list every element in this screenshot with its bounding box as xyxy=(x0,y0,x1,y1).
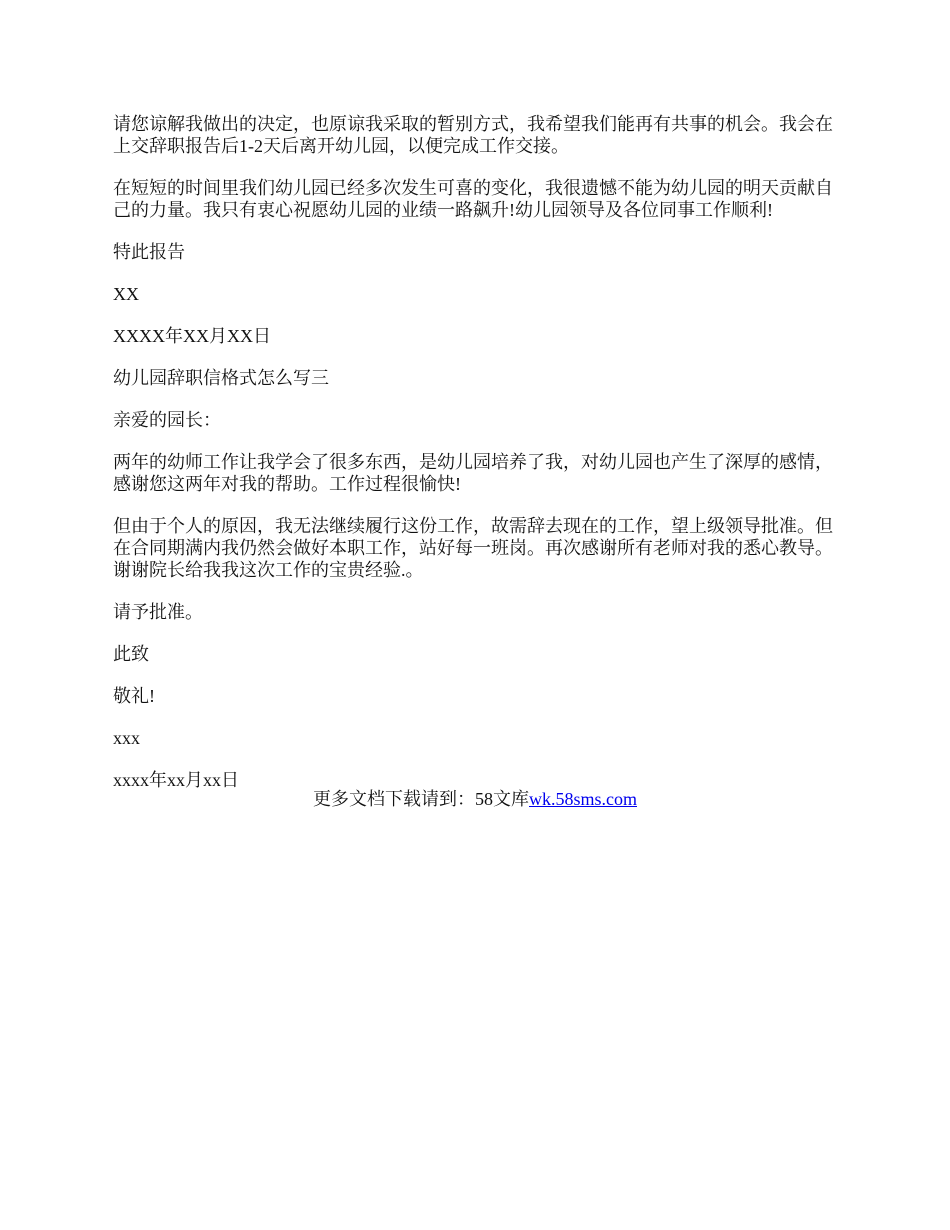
footer-link[interactable]: wk.58sms.com xyxy=(529,789,637,809)
paragraph-apology: 请您谅解我做出的决定，也原谅我采取的暂别方式，我希望我们能再有共事的机会。我会在上交辞职报告后1-2天后离开幼儿园，以便完成工作交接。 xyxy=(113,114,833,156)
document-body xyxy=(113,113,843,811)
footer-text: 更多文档下载请到：58文库 xyxy=(313,789,529,809)
signature-name: XX xyxy=(113,284,139,304)
paragraph-gratitude: 两年的幼师工作让我学会了很多东西，是幼儿园培养了我，对幼儿园也产生了深厚的感情，感谢您这两年对我的帮助。工作过程很愉快! xyxy=(113,452,833,494)
paragraph-reason: 但由于个人的原因，我无法继续履行这份工作，故需辞去现在的工作，望上级领导批准。但在合同期满内我仍然会做好本职工作，站好每一班岗。再次感谢所有老师对我的悉心教导。谢谢院长给我我这次工作的宝贵经验.。 xyxy=(113,516,833,580)
closing-phrase: 此致 xyxy=(113,644,149,664)
download-footer xyxy=(0,788,950,810)
paragraph-wishes: 在短短的时间里我们幼儿园已经多次发生可喜的变化，我很遗憾不能为幼儿园的明天贡献自己的力量。我只有衷心祝愿幼儿园的业绩一路飙升!幼儿园领导及各位同事工作顺利! xyxy=(113,178,833,220)
signature-name-2: xxx xyxy=(113,728,140,748)
salutation: 亲爱的园长： xyxy=(113,410,221,430)
section-heading: 幼儿园辞职信格式怎么写三 xyxy=(113,368,329,388)
paragraph-report-closing: 特此报告 xyxy=(113,242,185,262)
signature-date: XXXX年XX月XX日 xyxy=(113,326,271,346)
closing-salute: 敬礼! xyxy=(113,686,155,706)
paragraph-request: 请予批准。 xyxy=(113,602,203,622)
signature-date-2: xxxx年xx月xx日 xyxy=(113,770,239,790)
